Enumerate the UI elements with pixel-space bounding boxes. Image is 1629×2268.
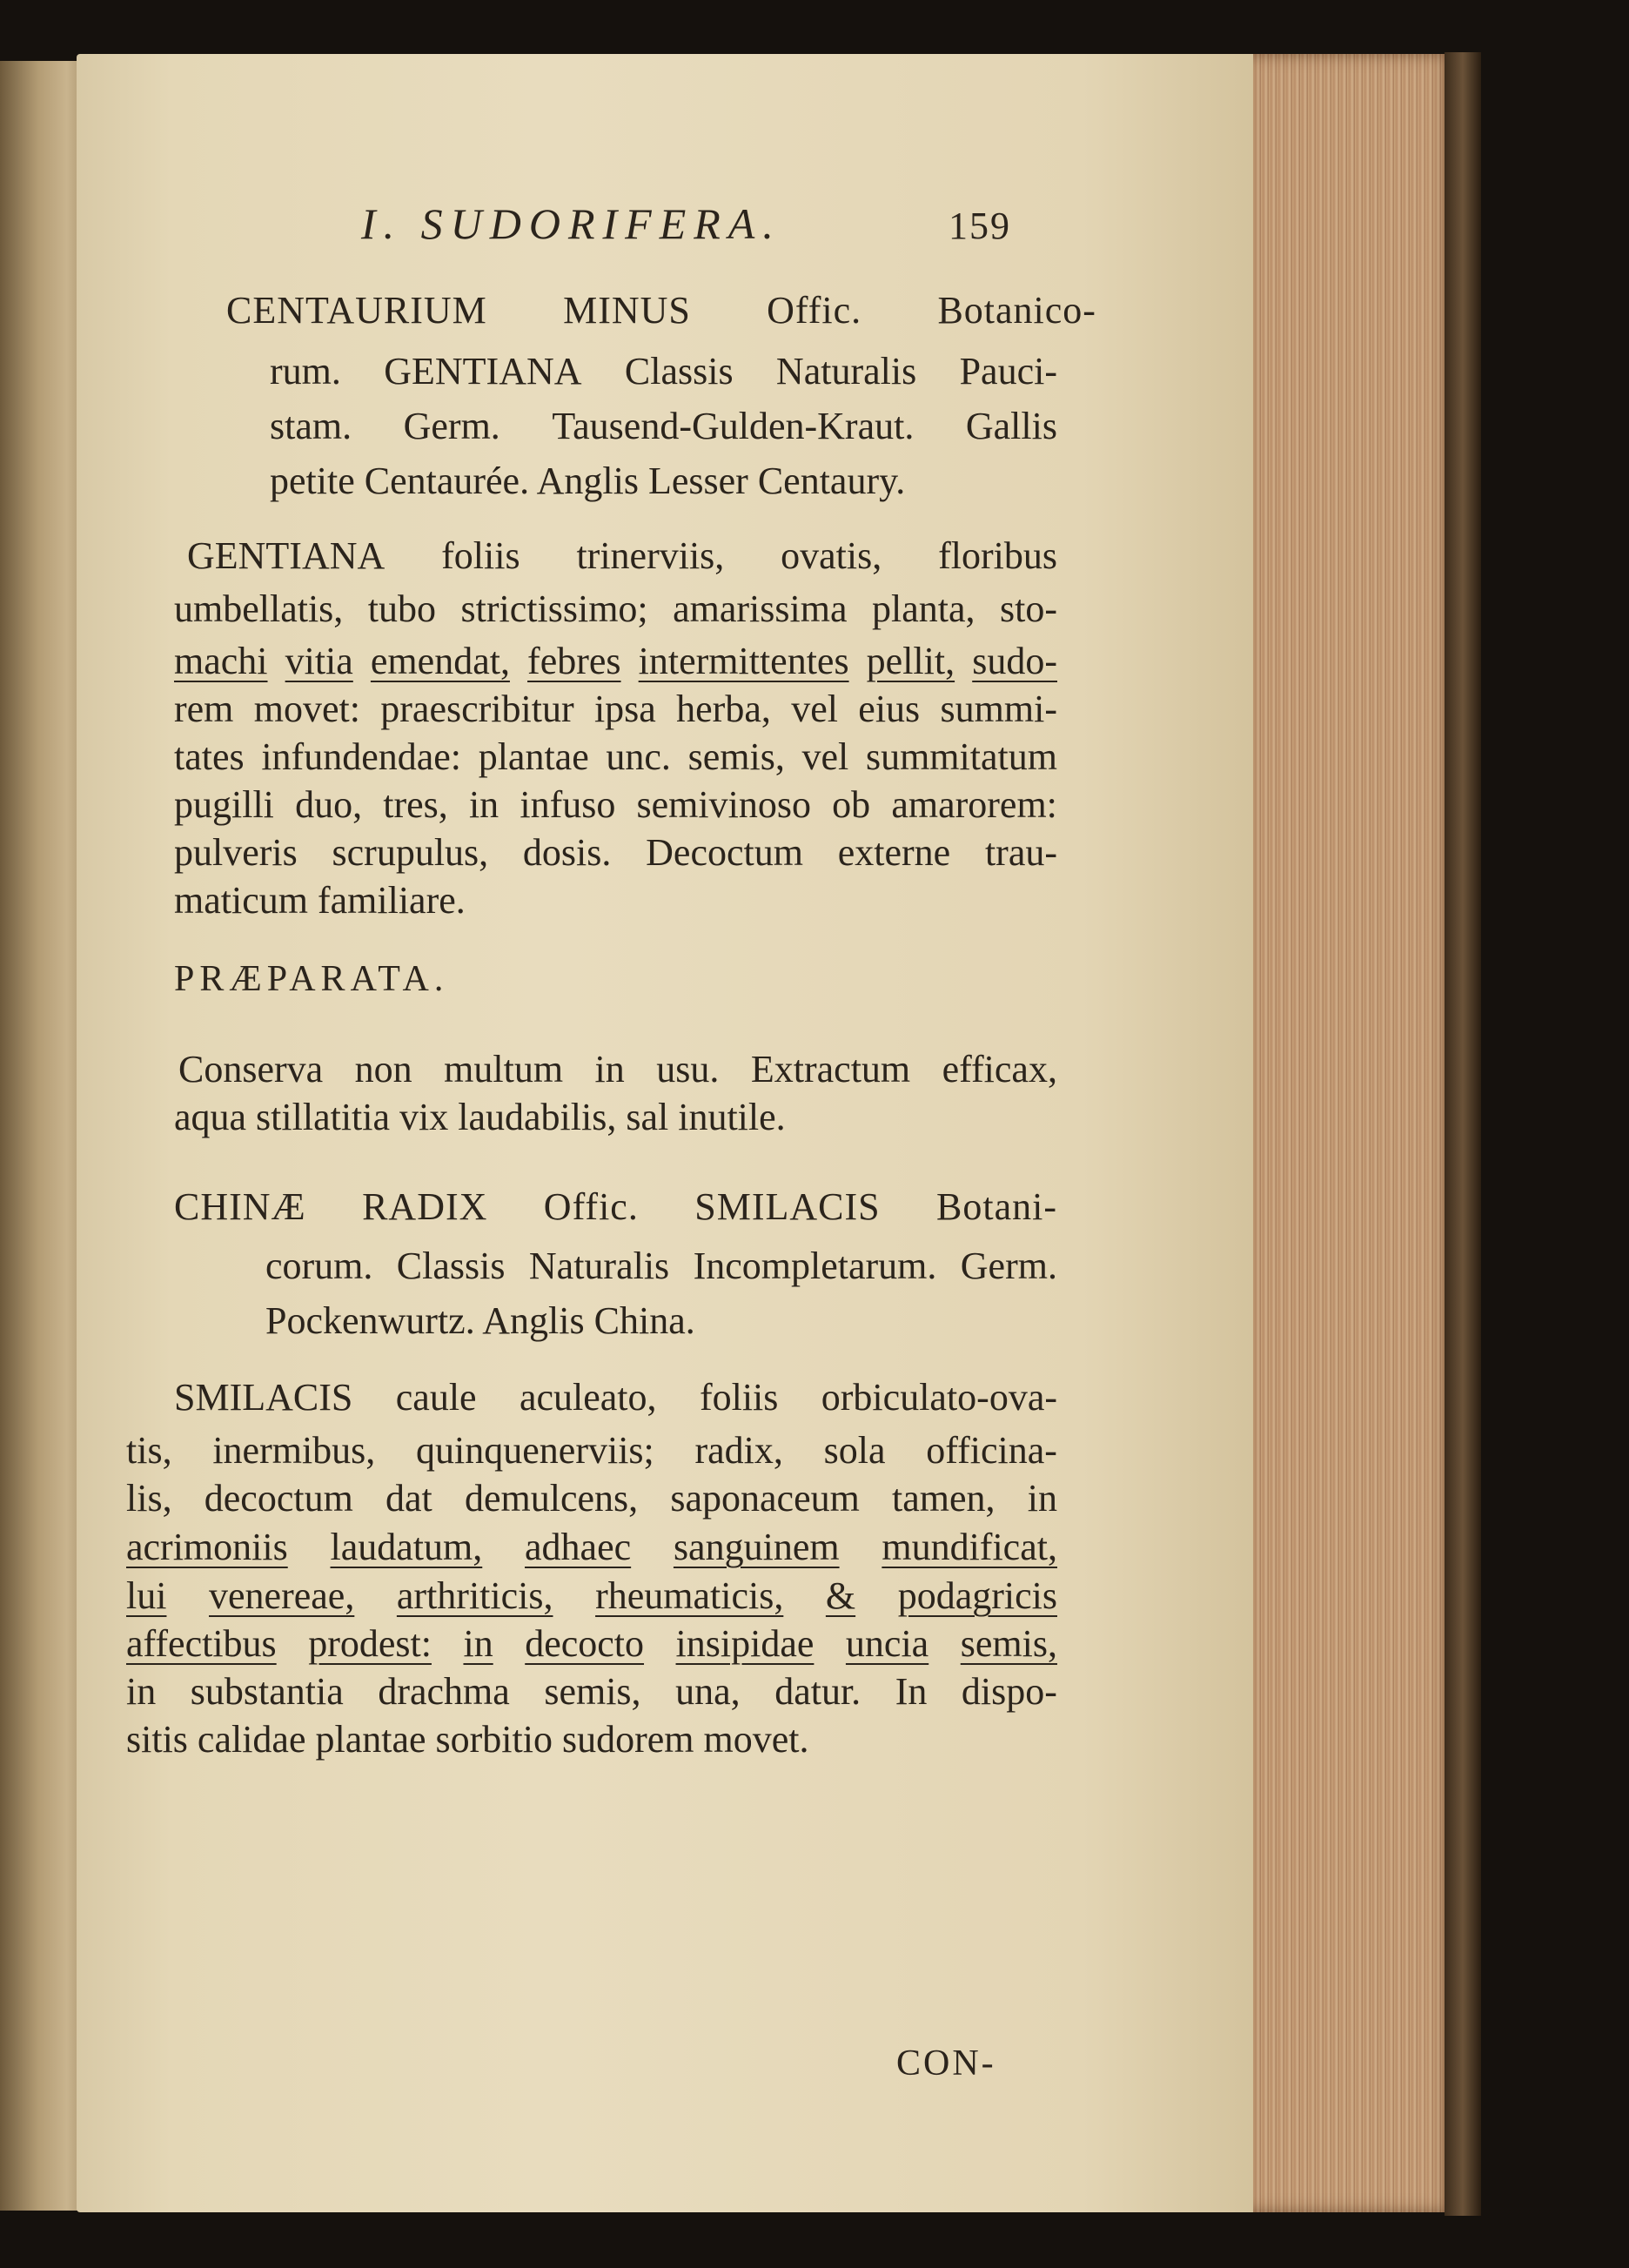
praeparata-line-1: Conserva non multum in usu. Extractum efficax, xyxy=(178,1048,1057,1090)
praeparata-line-2: aqua stillatitia vix laudabilis, sal inutile. xyxy=(174,1096,786,1138)
centaurium-line-3: stam. Germ. Tausend-Gulden-Kraut. Gallis xyxy=(270,405,1057,447)
centaurium-line-2: rum. GENTIANA Classis Naturalis Pauci- xyxy=(270,350,1057,393)
chinae-line-2: corum. Classis Naturalis Incompletarum. Germ. xyxy=(265,1245,1057,1287)
gentiana-line-6: pugilli duo, tres, in infuso semivinoso ob amarorem: xyxy=(174,783,1057,826)
smilacis-line-5: lui venereae, arthriticis, rheumaticis, & podagricis xyxy=(126,1574,1057,1617)
gentiana-line-1: GENTIANA foliis trinerviis, ovatis, floribus xyxy=(187,534,1057,577)
page-number: 159 xyxy=(949,205,1011,247)
smilacis-line-7: in substantia drachma semis, una, datur. In dispo- xyxy=(126,1670,1057,1713)
gentiana-line-7: pulveris scrupulus, dosis. Decoctum externe trau- xyxy=(174,831,1057,874)
gentiana-line-2: umbellatis, tubo strictissimo; amarissima planta, sto- xyxy=(174,587,1057,630)
book-cover xyxy=(1445,52,1481,2216)
smilacis-line-4: acrimoniis laudatum, adhaec sanguinem mundificat, xyxy=(126,1526,1057,1568)
gentiana-line-3: machi vitia emendat, febres intermittentes pellit, sudo- xyxy=(174,640,1057,682)
smilacis-line-3: lis, decoctum dat demulcens, saponaceum tamen, in xyxy=(126,1477,1057,1520)
gentiana-line-8: maticum familiare. xyxy=(174,879,466,922)
catchword: CON- xyxy=(896,2043,996,2083)
smilacis-line-1: SMILACIS caule aculeato, foliis orbiculato-ova- xyxy=(174,1376,1057,1419)
page-edges xyxy=(1253,54,1455,2212)
centaurium-line-1: CENTAURIUM MINUS Offic. Botanico- xyxy=(226,289,1096,332)
gentiana-line-4: rem movet: praescribitur ipsa herba, vel eius summi- xyxy=(174,688,1057,730)
gentiana-line-5: tates infundendae: plantae unc. semis, vel summitatum xyxy=(174,735,1057,778)
praeparata-heading: PRÆPARATA. xyxy=(174,959,449,999)
smilacis-line-8: sitis calidae plantae sorbitio sudorem movet. xyxy=(126,1718,809,1761)
centaurium-line-4: petite Centaurée. Anglis Lesser Centaury. xyxy=(270,460,906,502)
chinae-line-3: Pockenwurtz. Anglis China. xyxy=(265,1299,695,1342)
smilacis-line-2: tis, inermibus, quinquenerviis; radix, sola officina- xyxy=(126,1429,1057,1472)
smilacis-line-6: affectibus prodest: in decocto insipidae uncia semis, xyxy=(126,1622,1057,1665)
running-header-title: I. SUDORIFERA. xyxy=(361,199,781,248)
chinae-line-1: CHINÆ RADIX Offic. SMILACIS Botani- xyxy=(174,1185,1057,1228)
